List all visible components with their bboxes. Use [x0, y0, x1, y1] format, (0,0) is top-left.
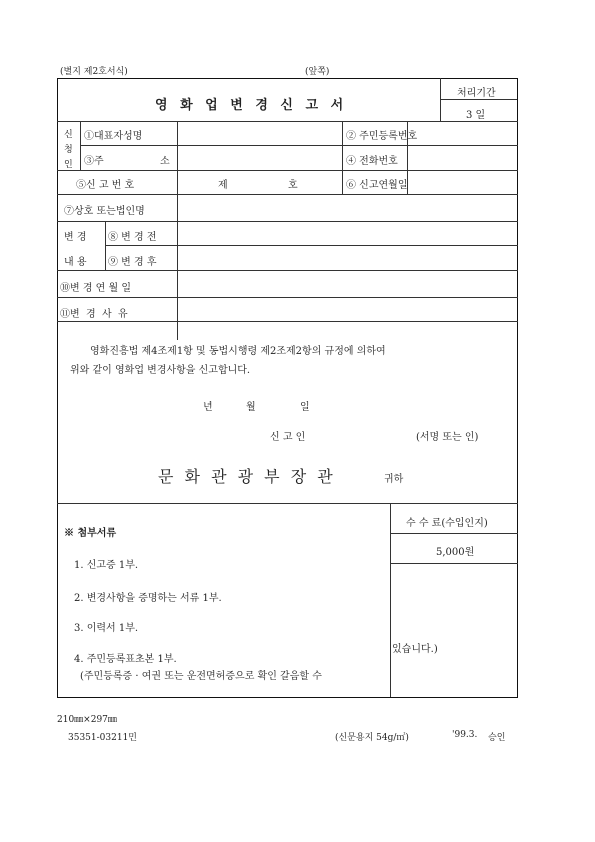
- address-label-a: ③주: [84, 156, 104, 167]
- rep-name-field[interactable]: [180, 123, 340, 143]
- date-day: 일: [300, 402, 310, 413]
- date-month: 월: [246, 402, 256, 413]
- rrn-label: ② 주민등록번호: [346, 131, 418, 142]
- attachment-item-1: 1. 신고증 1부.: [74, 560, 139, 571]
- date-year: 년: [203, 402, 213, 413]
- page-side: (앞쪽): [305, 67, 330, 77]
- fee-amount: 5,000원: [436, 547, 475, 558]
- report-date-field[interactable]: [410, 172, 515, 192]
- applicant-label-2: 청: [64, 145, 73, 155]
- attachments-heading: ※ 첨부서류: [64, 528, 117, 539]
- address-label-b: 소: [160, 156, 170, 167]
- change-label-2: 내 용: [64, 257, 87, 268]
- report-date-label: ⑥ 신고연월일: [346, 180, 408, 191]
- footer-approval: 승인: [488, 733, 506, 743]
- footer-code: 35351-03211민: [68, 733, 137, 743]
- report-number-prefix: 제: [218, 180, 228, 191]
- change-date-field[interactable]: [180, 273, 515, 295]
- report-number-suffix: 호: [288, 180, 298, 191]
- change-after-field[interactable]: [180, 248, 515, 268]
- form-title: 영 화 업 변 경 신 고 서: [155, 98, 348, 113]
- declaration-line-1: 영화진흥법 제4조제1항 및 동법시행령 제2조제2항의 규정에 의하여: [90, 346, 386, 357]
- reporter-label: 신 고 인: [270, 432, 306, 443]
- footer-size: 210㎜×297㎜: [57, 715, 117, 725]
- footer-paper: (신문용지 54g/㎡): [335, 733, 409, 743]
- change-date-label: ⑩변 경 연 월 일: [60, 283, 132, 294]
- change-label-1: 변 경: [64, 232, 87, 243]
- attachment-item-4: 4. 주민등록표초본 1부.: [74, 654, 177, 665]
- form-code: (별지 제2호서식): [60, 67, 128, 77]
- trade-name-label: ⑦상호 또는법인명: [64, 206, 145, 217]
- change-before-label: ⑧ 변 경 전: [108, 232, 157, 243]
- fee-label: 수 수 료(수입인지): [406, 518, 488, 529]
- phone-label: ④ 전화번호: [346, 156, 398, 167]
- trade-name-field[interactable]: [180, 197, 515, 219]
- change-after-label: ⑨ 변 경 후: [108, 257, 157, 268]
- address-field[interactable]: [180, 148, 340, 168]
- attachment-item-2: 2. 변경사항을 증명하는 서류 1부.: [74, 593, 222, 604]
- recipient: 문 화 관 광 부 장 관: [158, 467, 336, 486]
- report-number-label: ⑤신 고 번 호: [76, 180, 135, 191]
- applicant-label-3: 인: [64, 160, 73, 170]
- phone-field[interactable]: [410, 148, 515, 168]
- footer-approval-year: '99.3.: [452, 730, 478, 740]
- rrn-field[interactable]: [410, 123, 515, 143]
- change-reason-field[interactable]: [180, 300, 515, 320]
- attachment-note: (주민등록증 · 여권 또는 운전면허증으로 확인 갈음할 수: [80, 671, 322, 682]
- fee-continuation: 있습니다.): [392, 644, 438, 655]
- sign-label: (서명 또는 인): [416, 432, 479, 443]
- recipient-suffix: 귀하: [384, 474, 404, 485]
- processing-label: 처리기간: [457, 88, 496, 99]
- attachment-item-3: 3. 이력서 1부.: [74, 623, 139, 634]
- applicant-label-1: 신: [64, 130, 73, 140]
- processing-value: 3 일: [466, 110, 486, 121]
- declaration-line-2: 위와 같이 영화업 변경사항을 신고합니다.: [70, 365, 251, 376]
- rep-name-label: ①대표자성명: [84, 131, 143, 142]
- change-reason-label: ⑪변 경 사 유: [60, 309, 128, 320]
- change-before-field[interactable]: [180, 223, 515, 243]
